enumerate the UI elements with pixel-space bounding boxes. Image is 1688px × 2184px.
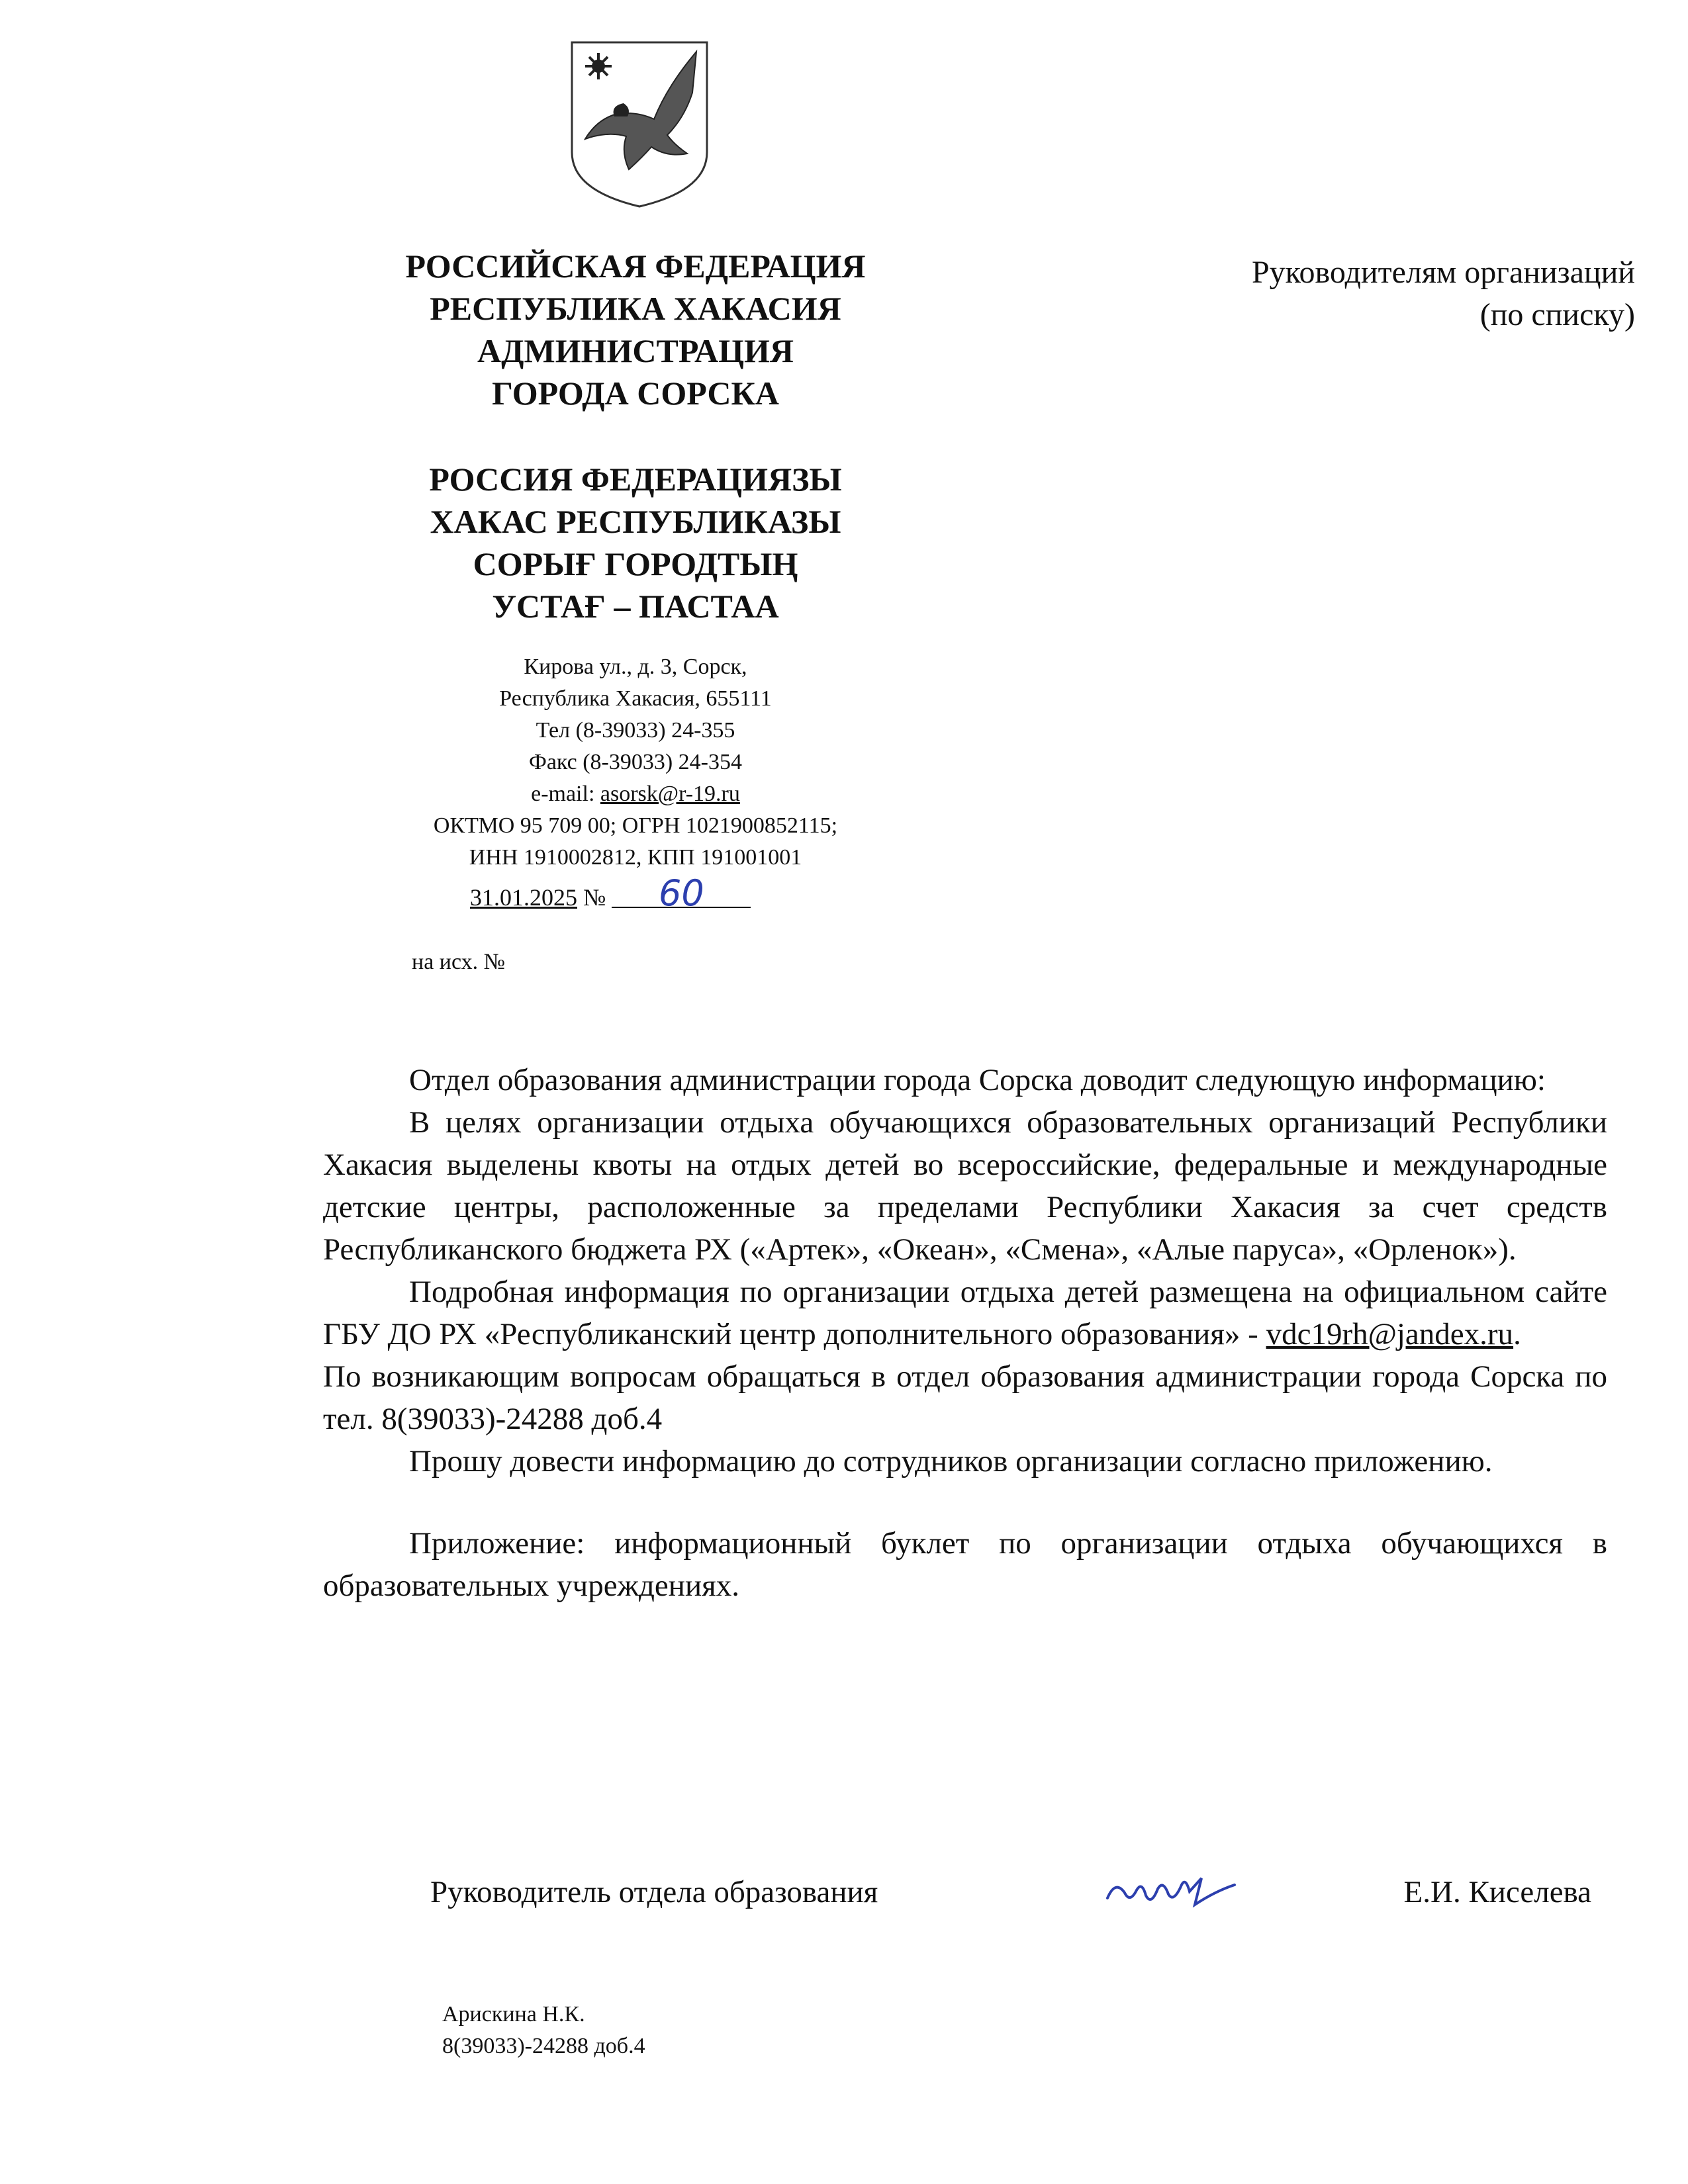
header-ru-line-1: РОССИЙСКАЯ ФЕДЕРАЦИЯ	[405, 248, 866, 285]
header-kh-line-4: УСТАҒ – ПАСТАА	[492, 588, 779, 625]
executor-name: Арискина Н.К.	[442, 2002, 585, 2026]
letter-body	[323, 1059, 1607, 1607]
handwritten-signature-icon	[1102, 1865, 1241, 1925]
document-date-number	[470, 872, 751, 914]
paragraph-intro: Отдел образования администрации города Сорска доводит следующую информацию:	[409, 1063, 1546, 1097]
paragraph-info-site-text: Подробная информация по организации отдыха детей размещена на официальном сайте ГБУ ДО РХ «Республиканский центр дополнительного образования» -	[323, 1275, 1607, 1351]
address-line: Кирова ул., д. 3, Сорск,	[524, 655, 747, 679]
header-ru-line-2: РЕСПУБЛИКА ХАКАСИЯ	[430, 290, 841, 327]
fax-line: Факс (8-39033) 24-354	[528, 750, 742, 774]
executor-info	[442, 1999, 645, 2062]
addressee	[1252, 251, 1635, 336]
email-link[interactable]: asorsk@r-19.ru	[600, 782, 740, 806]
oktmo-ogrn-line: ОКТМО 95 709 00; ОГРН 1021900852115;	[433, 813, 838, 838]
header-ru-line-4: ГОРОДА СОРСКА	[492, 375, 779, 412]
signatory-role: Руководитель отдела образования	[430, 1875, 878, 1909]
executor-phone: 8(39033)-24288 доб.4	[442, 2034, 645, 2058]
paragraph-attachment: Приложение: информационный буклет по организации отдыха обучающихся в образовательных учреждениях.	[323, 1526, 1607, 1603]
coat-of-arms-icon	[568, 40, 711, 209]
inn-kpp-line: ИНН 1910002812, КПП 191001001	[469, 845, 802, 870]
header-kh-line-1: РОССИЯ ФЕДЕРАЦИЯЗЫ	[429, 461, 842, 498]
contact-details	[357, 651, 914, 874]
addressee-line-1: Руководителям организаций	[1251, 255, 1635, 290]
outgoing-reference: на исх. №	[412, 950, 506, 974]
letterhead	[357, 245, 914, 874]
region-line: Республика Хакасия, 655111	[499, 686, 772, 711]
document-date: 31.01.2025	[470, 884, 577, 911]
signatory-name: Е.И. Киселева	[1403, 1875, 1591, 1909]
paragraph-info-site	[323, 1271, 1607, 1355]
email-label: e-mail:	[531, 782, 600, 806]
paragraph-contacts: По возникающим вопросам обращаться в отдел образования администрации города Сорска по тел. 8(39033)-24288 доб.4	[323, 1359, 1607, 1436]
paragraph-quotas: В целях организации отдыха обучающихся образовательных организаций Республики Хакасия выделены квоты на отдых детей во всероссийские, федеральные и международные детские центры, расположенные за пределами Республики Хакасия за счет средств Республиканского бюджета РХ («Артек», «Океан», «Смена», «Алые паруса», «Орленок»).	[323, 1105, 1607, 1267]
phone-line: Тел (8-39033) 24-355	[536, 718, 735, 743]
email-line	[357, 778, 914, 810]
header-kh-line-2: ХАКАС РЕСПУБЛИКАЗЫ	[430, 503, 841, 540]
header-ru-line-3: АДМИНИСТРАЦИЯ	[477, 332, 794, 369]
info-email-link[interactable]: vdc19rh@jandex.ru	[1266, 1317, 1514, 1351]
number-sign: №	[583, 884, 606, 911]
header-kh-line-3: СОРЫҒ ГОРОДТЫҢ	[473, 545, 798, 582]
paragraph-info-site-end: .	[1513, 1317, 1521, 1351]
paragraph-request: Прошу довести информацию до сотрудников организации согласно приложению.	[409, 1444, 1493, 1479]
document-number: 60	[612, 880, 751, 908]
addressee-line-2: (по списку)	[1479, 297, 1635, 332]
